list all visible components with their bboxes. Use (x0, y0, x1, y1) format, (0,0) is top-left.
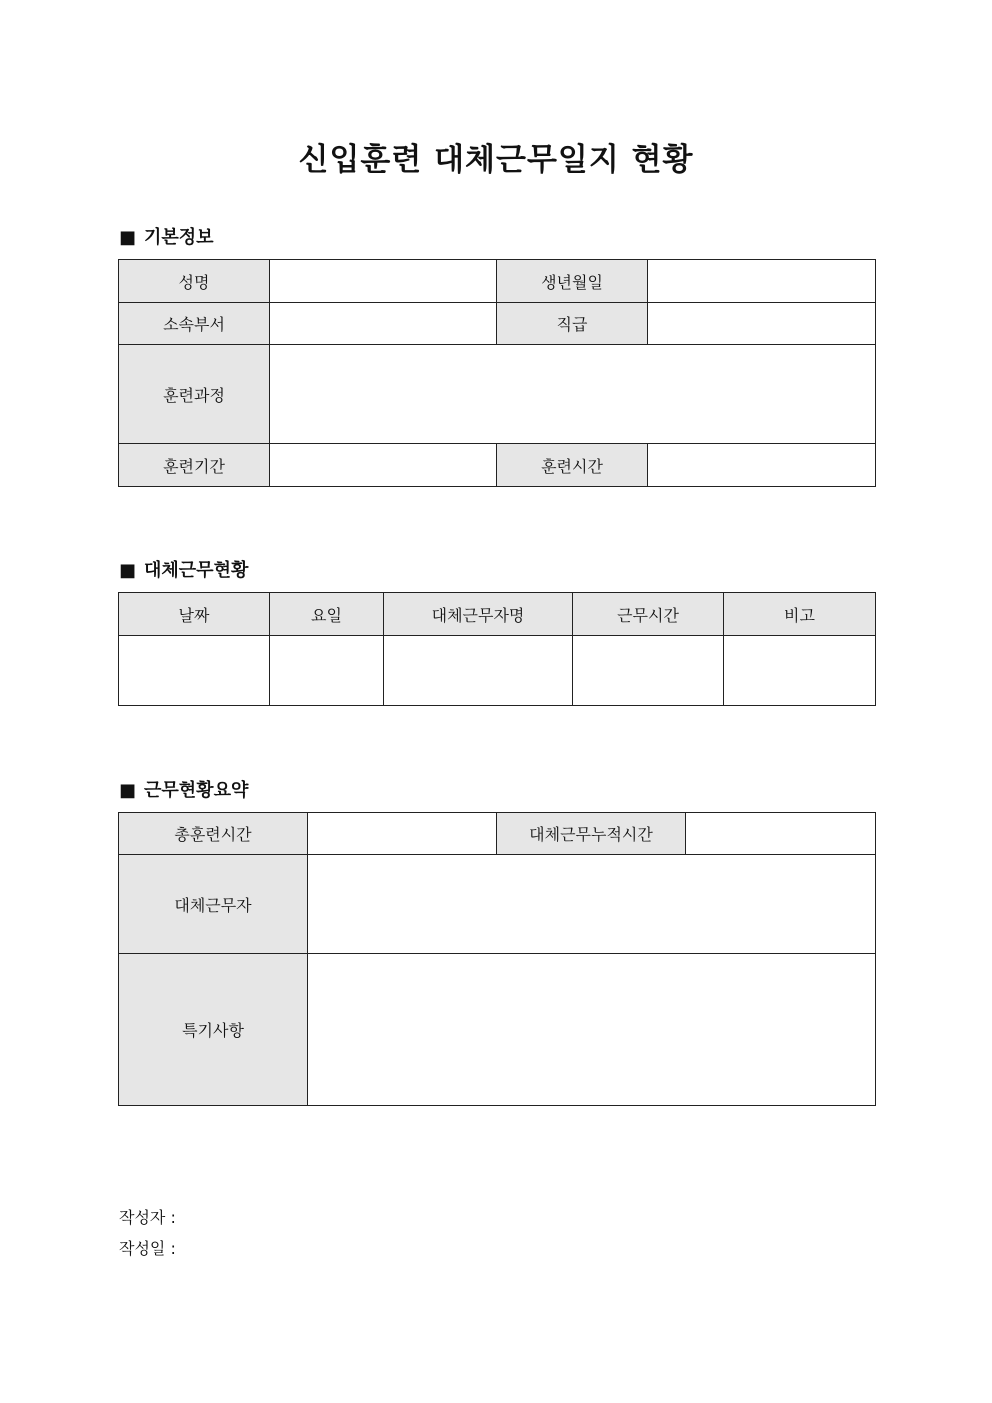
page-title: 신입훈련 대체근무일지 현황 (298, 142, 694, 178)
section-heading-substitute-label: 대체근무현황 (144, 560, 249, 581)
course-field[interactable] (270, 345, 876, 444)
column-header-work-hours: 근무시간 (573, 593, 724, 636)
square-bullet-icon: ■ (119, 560, 137, 581)
name-field[interactable] (270, 260, 497, 303)
hours-field[interactable] (648, 444, 876, 487)
date-label: 작성일 : (119, 1239, 176, 1258)
column-header-date: 날짜 (119, 593, 270, 636)
author-label: 작성자 : (119, 1208, 176, 1227)
total-hours-label: 총훈련시간 (119, 813, 308, 855)
date-cell[interactable] (119, 636, 270, 706)
remarks-cell[interactable] (724, 636, 876, 706)
worker-cell[interactable] (384, 636, 573, 706)
work-hours-cell[interactable] (573, 636, 724, 706)
dept-label: 소속부서 (119, 303, 270, 345)
total-hours-field[interactable] (308, 813, 497, 855)
summary-table (118, 812, 876, 1106)
rank-field[interactable] (648, 303, 876, 345)
cumulative-field[interactable] (686, 813, 876, 855)
notes-label: 특기사항 (119, 954, 308, 1106)
course-label: 훈련과정 (119, 345, 270, 444)
dept-field[interactable] (270, 303, 497, 345)
section-heading-substitute (119, 556, 248, 582)
period-field[interactable] (270, 444, 497, 487)
column-header-remarks: 비고 (724, 593, 876, 636)
hours-label: 훈련시간 (497, 444, 648, 487)
worker-field[interactable] (308, 855, 876, 954)
day-cell[interactable] (270, 636, 384, 706)
section-heading-summary (119, 776, 248, 802)
name-label: 성명 (119, 260, 270, 303)
birth-label: 생년월일 (497, 260, 648, 303)
worker-label: 대체근무자 (119, 855, 308, 954)
substitute-table (118, 592, 876, 706)
birth-field[interactable] (648, 260, 876, 303)
basic-info-table (118, 259, 876, 487)
notes-field[interactable] (308, 954, 876, 1106)
section-heading-basic-label: 기본정보 (144, 227, 214, 248)
period-label: 훈련기간 (119, 444, 270, 487)
square-bullet-icon: ■ (119, 227, 137, 248)
table-row (119, 636, 876, 706)
section-heading-summary-label: 근무현황요약 (144, 780, 249, 801)
square-bullet-icon: ■ (119, 780, 137, 801)
cumulative-label: 대체근무누적시간 (497, 813, 686, 855)
rank-label: 직급 (497, 303, 648, 345)
section-heading-basic (119, 223, 214, 249)
column-header-day: 요일 (270, 593, 384, 636)
column-header-worker: 대체근무자명 (384, 593, 573, 636)
